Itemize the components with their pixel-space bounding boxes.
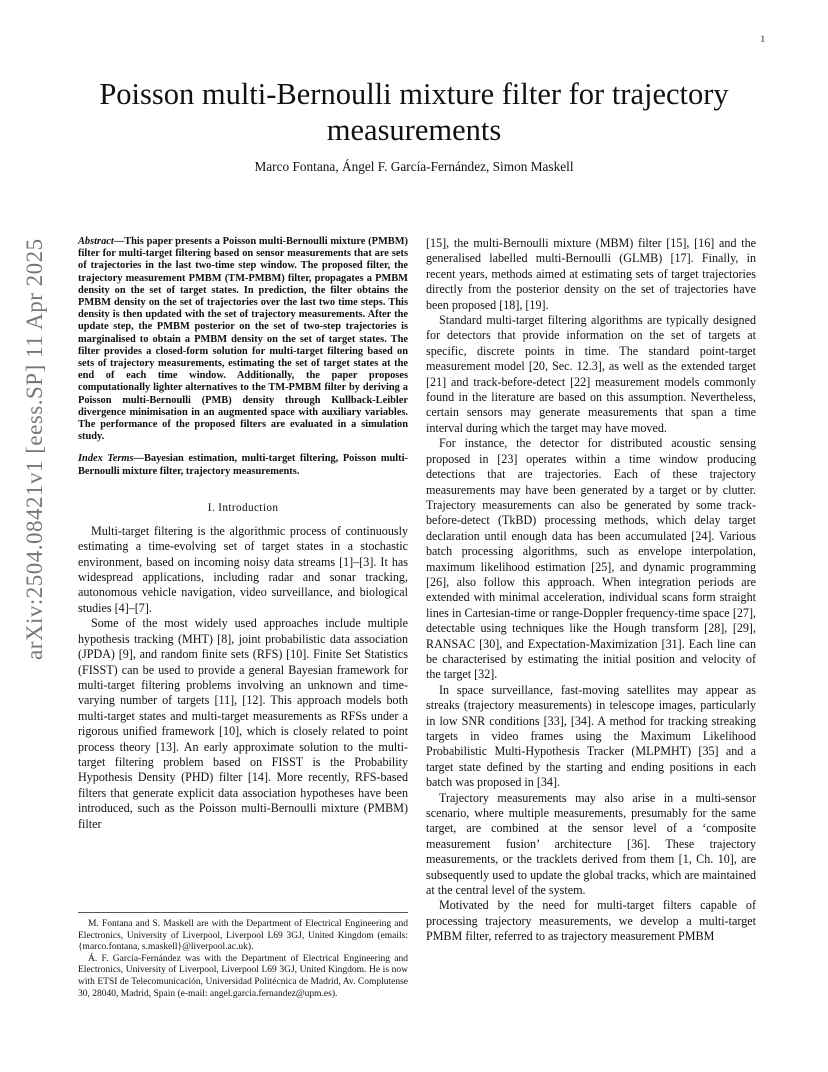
right-column: [426, 236, 756, 945]
author-list: Marco Fontana, Ángel F. García-Fernández, Simon Maskell: [254, 159, 574, 174]
paragraph: [15], the multi-Bernoulli mixture (MBM) filter [15], [16] and the generalised labelled multi-Bernoulli (GLMB) [17]. Finally, in recent years, methods aimed at estimating sets of target trajectories directly from the posterior density on the set of trajectories have been proposed [18], [19].: [426, 236, 756, 312]
index-terms-label: Index Terms: [78, 453, 134, 465]
footnote-affiliation: Á. F. García-Fernández was with the Department of Electrical Engineering and Electronics, University of Liverpool, Liverpool L69 3GJ, United Kingdom. He is now with ETSI de Telecomunicación, Universidad Politécnica de Madrid, Av. Complutense 30, 28040, Madrid, Spain (e-mail: angel.garcia.fernandez@upm.es).: [78, 953, 408, 999]
index-terms-text: —Bayesian estimation, multi-target filtering, Poisson multi-Bernoulli mixture filter, trajectory measurements.: [78, 453, 408, 477]
introduction-left: [78, 524, 408, 832]
abstract-label: Abstract: [78, 236, 114, 247]
paragraph: Multi-target filtering is the algorithmic process of continuously estimating a time-evolving set of target states in a stochastic environment, based on incoming noisy data streams [1]–[3]. It has widespread applications, including radar and sonar tracking, autonomous vehicle navigation, video surveillance, and biological studies [4]–[7].: [78, 523, 408, 615]
abstract: [78, 236, 408, 443]
section-heading-introduction: I. Introduction: [207, 501, 279, 514]
paragraph: For instance, the detector for distributed acoustic sensing proposed in [23] operates within a time window producing detections that are trajectories. Each of these trajectory measurements may have been generated by a target or by clutter. Trajectory measurements can also be generated by some track-before-detect (TkBD) processing methods, which delay target declaration until enough data has been accumulated [24]. Various batch processing algorithms, such as envelope interpolation, maximum likelihood estimation [25], and dynamic programming [26], also follow this approach. When integration periods are extended with minimal acceleration, individual scans form straight lines in Cartesian-time or range-Doppler frequency-time space [27], detectable using techniques like the Hough transform [28], [29], RANSAC [30], and Expectation-Maximization [31]. Each line can be characterised by estimating the initial position and velocity of the target [32].: [426, 436, 756, 682]
page-number: 1: [760, 34, 765, 44]
footnotes: [78, 912, 408, 1000]
left-column: [78, 236, 408, 832]
footnote-affiliation: M. Fontana and S. Maskell are with the Department of Electrical Engineering and Electronics, University of Liverpool, Liverpool L69 3GJ, United Kingdom (emails: {marco.fontana, s.maskell}@liverpool.ac.uk).: [78, 919, 408, 953]
paragraph: Motivated by the need for multi-target filters capable of processing trajectory measurements, we develop a multi-target PMBM filter, referred to as trajectory measurement PMBM: [426, 898, 756, 944]
paragraph: Some of the most widely used approaches include multiple hypothesis tracking (MHT) [8], joint probabilistic data association (JPDA) [9], and random finite sets (RFS) [10]. Finite Set Statistics (FISST) can be used to provide a general Bayesian framework for multi-target filtering problems involving an unknown and time-varying number of targets [11], [12]. This approach models both multi-target states and multi-target measurements as RFSs under a rigorous unified framework [10], which is closely related to point process theory [13]. An early approximate solution to the multi-target filtering problem based on FISST is the Probability Hypothesis Density (PHD) filter [14]. More recently, RFS-based filters that generate explicit data association hypotheses have been introduced, such as the Poisson multi-Bernoulli mixture (PMBM) filter: [78, 616, 408, 831]
arxiv-identifier: arXiv:2504.08421v1 [eess.SP] 11 Apr 2025: [22, 238, 47, 660]
paragraph: Standard multi-target filtering algorithms are typically designed for detectors that provide information on the set of targets at specific, discrete points in time. The standard point-target measurement model [20, Sec. 12.3], as well as the extended target [21] and track-before-detect [22] measurement models commonly found in the literature are based on this assumption. Nevertheless, certain sensors may generate measurements that span a time interval during which the target may have moved.: [426, 313, 756, 435]
abstract-text: —This paper presents a Poisson multi-Bernoulli mixture (PMBM) filter for multi-target filtering based on sensor measurements that are sets of trajectories in the last two-time step window. The proposed filter, the trajectory measurement PMBM (TM-PMBM) filter, propagates a PMBM density on the set of target states. In prediction, the filter obtains the PMBM density on the set of trajectories over the last two time steps. This density is then updated with the set of trajectory measurements. After the update step, the PMBM posterior on the set of two-step trajectories is marginalised to obtain a PMBM density on the set of target states. The filter provides a closed-form solution for multi-target filtering based on sets of trajectory measurements, estimating the set of target states at the end of each time window. Additionally, the paper proposes computationally lighter alternatives to the TM-PMBM filter by deriving a Poisson multi-Bernoulli (PMB) density through Kullback-Leibler divergence minimisation in an augmented space with auxiliary variables. The performance of the proposed filters are evaluated in a simulation study.: [78, 236, 408, 443]
index-terms: [78, 453, 408, 477]
paragraph: Trajectory measurements may also arise in a multi-sensor scenario, where multiple measurements, presumably for the same target, are combined at the sensor level of a ‘composite measurement fusion’ architecture [36]. These trajectory measurements, or the tracklets derived from them [1, Ch. 10], are subsequently used to update the global tracks, which are maintained at the central level of the system.: [426, 790, 756, 898]
paragraph: In space surveillance, fast-moving satellites may appear as streaks (trajectory measurements) in telescope images, particularly in low SNR conditions [33], [34]. A method for tracking streaking targets in video frames using the Maximum Likelihood Probabilistic Multi-Hypothesis Tracker (MLPMHT) [35] and a target state defined by the starting and ending positions in each batch was proposed in [34].: [426, 682, 756, 790]
paper-title: Poisson multi-Bernoulli mixture filter for trajectory measurements: [99, 77, 729, 147]
